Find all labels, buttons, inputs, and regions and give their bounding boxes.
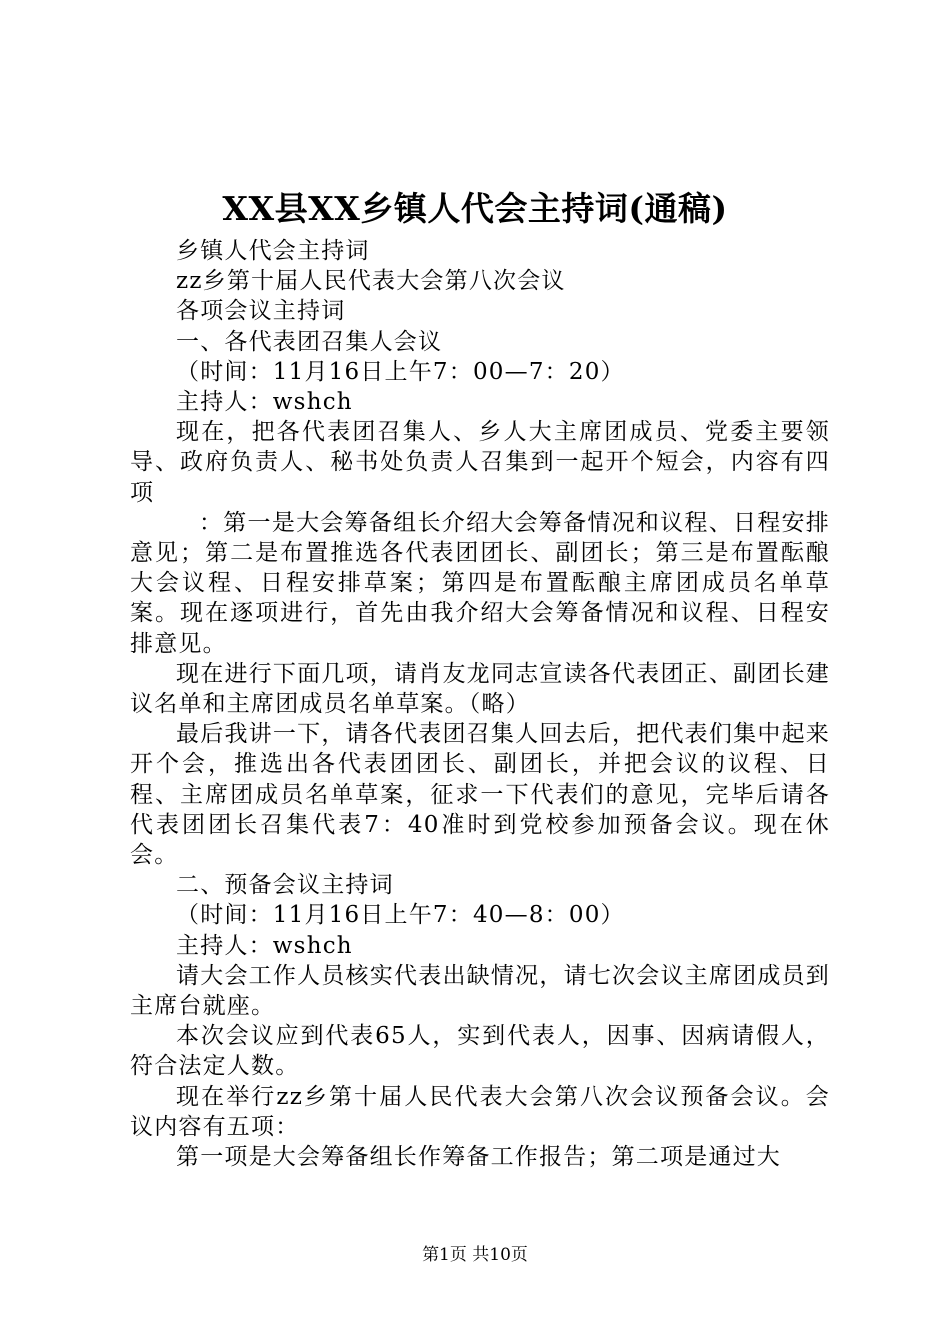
- paragraph: 主持人：wshch: [176, 389, 353, 416]
- document-title: XX县XX乡镇人代会主持词(通稿): [222, 189, 728, 228]
- paragraph: ：第一是大会筹备组长介绍大会筹备情况和议程、日程安排意见；第二是布置推选各代表团团长、副团长；第三是布置酝酿大会议程、日程安排草案；第四是布置酝酿主席团成员名单草案。现在逐项进行，首先由我介绍大会筹备情况和议程、日程安排意见。: [130, 509, 830, 657]
- paragraph: 乡镇人代会主持词: [176, 238, 370, 264]
- paragraph: 现在举行zz乡第十届人民代表大会第八次会议预备会议。会议内容有五项：: [130, 1083, 830, 1140]
- paragraph: 请大会工作人员核实代表出缺情况，请七次会议主席团成员到主席台就座。: [130, 962, 830, 1020]
- paragraph: （时间：11月16日上午7：40—8：00）: [176, 902, 625, 929]
- paragraph: 第一项是大会筹备组长作筹备工作报告；第二项是通过大: [176, 1144, 781, 1171]
- paragraph: 各项会议主持词: [176, 298, 346, 325]
- paragraph: 本次会议应到代表65人，实到代表人，因事、因病请假人，符合法定人数。: [130, 1023, 830, 1080]
- page-number: 第1页 共10页: [422, 1245, 528, 1265]
- section-heading: 一、各代表团召集人会议: [176, 328, 443, 355]
- paragraph: 现在，把各代表团召集人、乡人大主席团成员、党委主要领导、政府负责人、秘书处负责人召集到一起开个短会，内容有四项: [130, 419, 830, 506]
- paragraph: zz乡第十届人民代表大会第八次会议: [176, 268, 566, 295]
- paragraph: （时间：11月16日上午7：00—7：20）: [176, 358, 625, 385]
- section-heading: 二、预备会议主持词: [176, 872, 394, 899]
- paragraph: 最后我讲一下，请各代表团召集人回去后，把代表们集中起来开个会，推选出各代表团团长、副团长，并把会议的议程、日程、主席团成员名单草案，征求一下代表们的意见，完毕后请各代表团团长召集代表7：40准时到党校参加预备会议。现在休会。: [130, 721, 830, 869]
- document-body: [130, 236, 830, 1172]
- paragraph: 现在进行下面几项，请肖友龙同志宣读各代表团正、副团长建议名单和主席团成员名单草案。（略）: [130, 660, 830, 718]
- paragraph: 主持人：wshch: [176, 932, 353, 959]
